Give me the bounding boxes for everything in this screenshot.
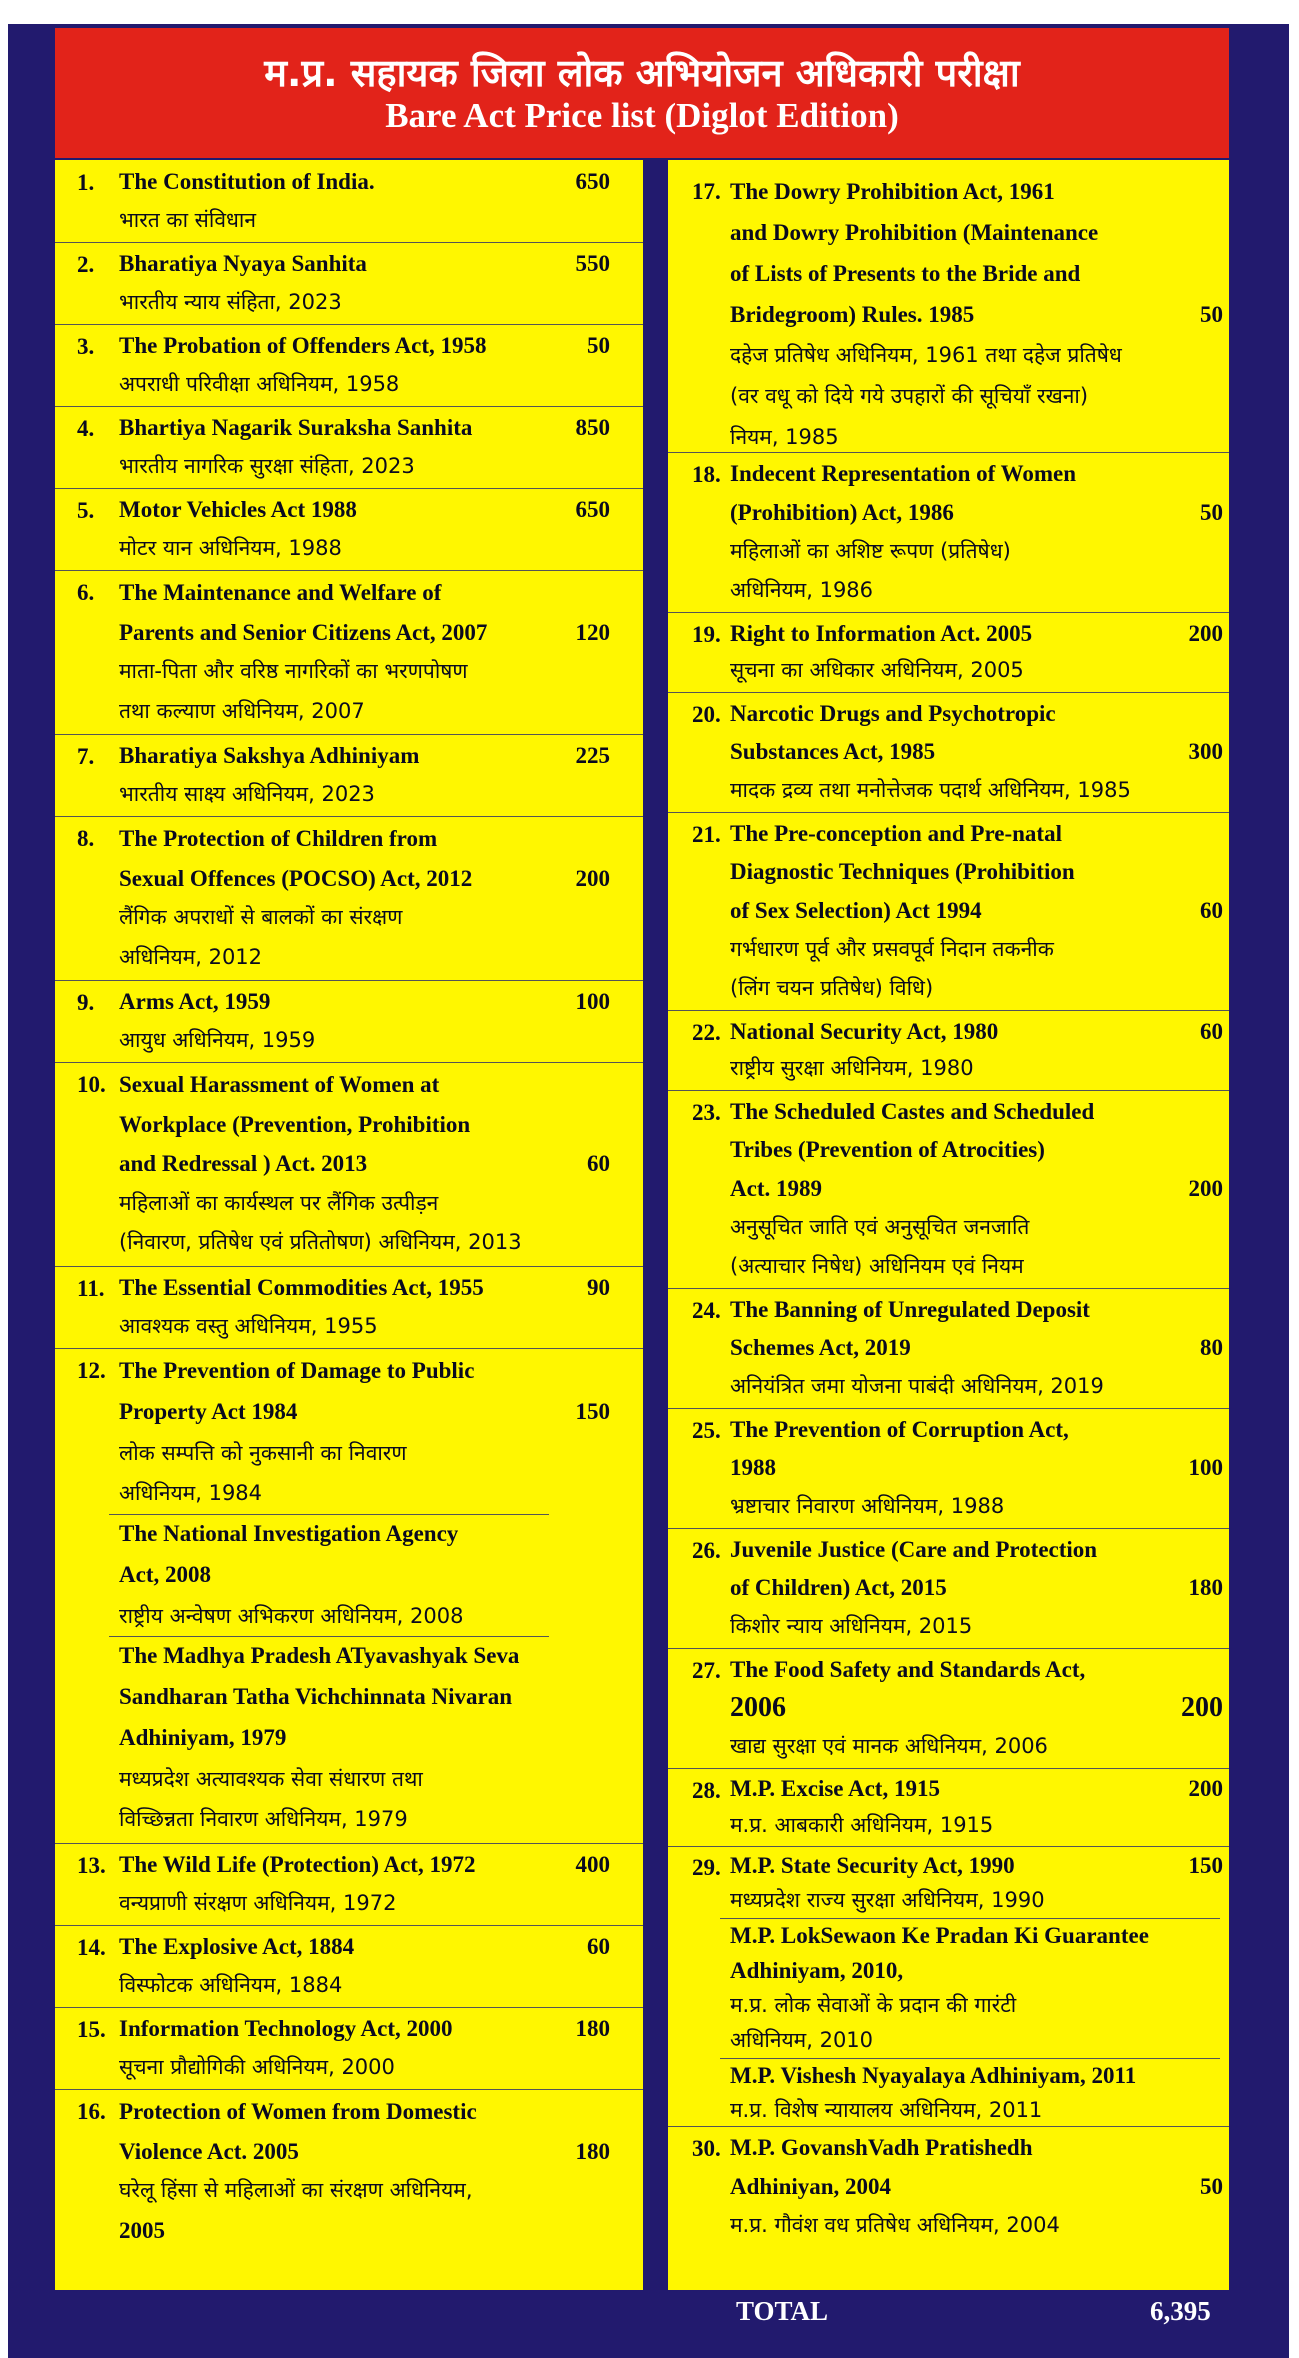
item-price: 225 (575, 743, 610, 768)
act-title-english: 1988 (730, 1455, 776, 1480)
item-number: 3. (77, 334, 95, 359)
item-price: 60 (1200, 1019, 1223, 1044)
act-title-hindi: घरेलू हिंसा से महिलाओं का संरक्षण अधिनियम, (119, 2178, 473, 2202)
act-title-hindi: सूचना का अधिकार अधिनियम, 2005 (730, 658, 1024, 682)
item-price: 850 (575, 415, 610, 440)
item-price: 180 (575, 2016, 610, 2041)
act-title-english: Adhiniyan, 2004 (730, 2173, 892, 2199)
act-title-english: Right to Information Act. 2005 (730, 621, 1033, 646)
item-number: 18. (692, 462, 721, 487)
act-title-english: (Prohibition) Act, 1986 (730, 499, 954, 525)
item-number: 19. (692, 622, 721, 647)
right-column (668, 160, 1229, 2290)
act-title-hindi: अधिनियम, 2012 (119, 944, 263, 969)
act-title-hindi: भारतीय साक्ष्य अधिनियम, 2023 (119, 782, 375, 806)
act-item (55, 570, 643, 735)
item-number: 20. (692, 702, 721, 727)
item-price: 200 (1188, 1776, 1223, 1801)
item-price: 180 (1188, 1575, 1223, 1600)
act-item (55, 816, 643, 981)
act-title-english: Parents and Senior Citizens Act, 2007 (119, 619, 488, 645)
act-item (668, 160, 1229, 453)
act-item (668, 452, 1229, 613)
act-title-hindi: तथा कल्याण अधिनियम, 2007 (119, 698, 365, 723)
sub-divider (720, 2058, 1220, 2059)
act-title-hindi: म.प्र. गौवंश वध प्रतिषेध अधिनियम, 2004 (730, 2213, 1060, 2238)
total-label: TOTAL (736, 2296, 829, 2326)
act-item (55, 160, 643, 243)
act-title-english: The Prevention of Corruption Act, (730, 1417, 1069, 1442)
act-title-english: Sexual Offences (POCSO) Act, 2012 (119, 865, 473, 891)
act-title-english: of Lists of Presents to the Bride and (730, 260, 1081, 286)
act-title-hindi: नियम, 1985 (730, 425, 839, 450)
item-price: 80 (1200, 1335, 1223, 1360)
act-title-english: Bharatiya Nyaya Sanhita (119, 251, 367, 276)
act-item (668, 1090, 1229, 1289)
item-price: 60 (587, 1934, 610, 1959)
header-banner (55, 28, 1229, 158)
act-title-english: Workplace (Prevention, Prohibition (119, 1111, 471, 1137)
act-title-english: Juvenile Justice (Care and Protection (730, 1537, 1098, 1562)
act-title-hindi: अधिनियम, 1984 (119, 1481, 263, 1506)
act-title-english: Bridegroom) Rules. 1985 (730, 301, 975, 327)
act-title-english: The Pre-conception and Pre-natal (730, 821, 1062, 846)
act-title-english: Schemes Act, 2019 (730, 1335, 911, 1360)
item-number: 24. (692, 1298, 721, 1323)
act-title-english: Protection of Women from Domestic (119, 2099, 477, 2124)
act-title-english: The Explosive Act, 1884 (119, 1934, 355, 1959)
item-number: 17. (692, 179, 721, 204)
item-number: 8. (77, 826, 95, 851)
act-item (668, 1768, 1229, 1847)
item-price: 150 (1188, 1853, 1223, 1878)
item-price: 200 (1181, 1692, 1223, 1723)
item-price: 50 (1200, 499, 1223, 525)
act-title-english: of Sex Selection) Act 1994 (730, 897, 982, 923)
act-item (668, 1528, 1229, 1649)
item-number: 11. (77, 1276, 105, 1301)
act-title-english: Bhartiya Nagarik Suraksha Sanhita (119, 415, 473, 440)
act-title-hindi: म.प्र. आबकारी अधिनियम, 1915 (730, 1813, 994, 1837)
act-title-english: The Food Safety and Standards Act, (730, 1657, 1086, 1682)
act-title-english: The Probation of Offenders Act, 1958 (119, 333, 487, 358)
item-number: 21. (692, 822, 721, 847)
item-number: 22. (692, 1020, 721, 1045)
item-price: 100 (1188, 1455, 1223, 1480)
act-item (55, 1843, 643, 1926)
act-title-hindi: (लिंग चयन प्रतिषेध) विधि) (730, 975, 934, 1000)
item-price: 100 (575, 989, 610, 1014)
act-item (55, 734, 643, 817)
act-title-english: The National Investigation Agency (119, 1521, 459, 1546)
act-title-english: Act. 1989 (730, 1175, 822, 1201)
act-title-english: 2006 (730, 1692, 786, 1723)
act-title-english: Sexual Harassment of Women at (119, 1072, 440, 1097)
item-number: 10. (77, 1072, 106, 1097)
item-number: 25. (692, 1418, 721, 1443)
act-title-hindi: महिलाओं का अशिष्ट रूपण (प्रतिषेध) (730, 539, 1011, 563)
act-title-english: Motor Vehicles Act 1988 (119, 497, 357, 522)
sub-divider (109, 1636, 549, 1637)
act-item (55, 406, 643, 489)
item-number: 29. (692, 1855, 721, 1880)
act-title-hindi: महिलाओं का कार्यस्थल पर लैंगिक उत्पीड़न (119, 1190, 439, 1215)
act-title-hindi: मध्यप्रदेश अत्यावश्यक सेवा संधारण तथा (119, 1766, 423, 1791)
act-item (668, 692, 1229, 813)
item-price: 50 (587, 333, 610, 358)
act-title-english: Arms Act, 1959 (119, 989, 271, 1014)
item-price: 120 (575, 619, 610, 645)
act-title-hindi: अधिनियम, 2010 (730, 2028, 874, 2052)
act-title-hindi: लोक सम्पत्ति को नुकसानी का निवारण (119, 1440, 407, 1465)
act-title-english: M.P. Excise Act, 1915 (730, 1776, 940, 1801)
item-price: 60 (1200, 897, 1223, 923)
item-price: 400 (575, 1852, 610, 1877)
act-title-hindi: राष्ट्रीय सुरक्षा अधिनियम, 1980 (730, 1056, 974, 1080)
item-number: 27. (692, 1658, 721, 1683)
act-title-english: Adhiniyam, 2010, (730, 1958, 904, 1983)
act-title-hindi: भारतीय न्याय संहिता, 2023 (119, 290, 342, 314)
item-price: 200 (1188, 621, 1223, 646)
act-title-english: 2005 (119, 2217, 165, 2243)
item-number: 23. (692, 1100, 721, 1125)
act-item (668, 1288, 1229, 1409)
act-title-english: The Essential Commodities Act, 1955 (119, 1275, 484, 1300)
act-title-hindi: (निवारण, प्रतिषेध एवं प्रतितोषण) अधिनियम, 2013 (119, 1230, 522, 1255)
act-title-english: and Redressal ) Act. 2013 (119, 1151, 368, 1177)
act-title-hindi: आवश्यक वस्तु अधिनियम, 1955 (119, 1314, 378, 1338)
act-title-hindi: अनुसूचित जाति एवं अनुसूचित जनजाति (730, 1215, 1030, 1240)
item-price: 180 (575, 2138, 610, 2164)
act-item (668, 612, 1229, 693)
act-title-hindi: सूचना प्रौद्योगिकी अधिनियम, 2000 (119, 2055, 395, 2079)
act-item (55, 1925, 643, 2008)
act-title-hindi: म.प्र. विशेष न्यायालय अधिनियम, 2011 (730, 2098, 1043, 2122)
act-title-english: The Protection of Children from (119, 826, 438, 851)
item-number: 13. (77, 1853, 106, 1878)
act-title-english: The Madhya Pradesh ATyavashyak Seva (119, 1643, 520, 1669)
item-number: 1. (77, 170, 95, 195)
item-number: 2. (77, 252, 95, 277)
act-item (55, 2007, 643, 2090)
act-title-hindi: वन्यप्राणी संरक्षण अधिनियम, 1972 (119, 1891, 397, 1915)
item-price: 50 (1200, 301, 1223, 327)
act-title-english: Diagnostic Techniques (Prohibition (730, 859, 1075, 885)
act-title-english: Adhiniyam, 1979 (119, 1724, 287, 1750)
act-title-hindi: माता-पिता और वरिष्ठ नागरिकों का भरणपोषण (119, 659, 468, 683)
act-title-hindi: मादक द्रव्य तथा मनोत्तेजक पदार्थ अधिनियम, 1985 (730, 778, 1131, 802)
title-hindi: म.प्र. सहायक जिला लोक अभियोजन अधिकारी परीक्षा (264, 51, 1020, 95)
act-title-english: Indecent Representation of Women (730, 461, 1077, 486)
act-title-hindi: विस्फोटक अधिनियम, 1884 (119, 1973, 343, 1997)
act-title-english: and Dowry Prohibition (Maintenance (730, 219, 1099, 245)
act-item (55, 242, 643, 325)
act-title-hindi: भारतीय नागरिक सुरक्षा संहिता, 2023 (119, 454, 415, 478)
act-title-hindi: मोटर यान अधिनियम, 1988 (119, 536, 342, 560)
item-number: 26. (692, 1538, 721, 1563)
act-title-english: Bharatiya Sakshya Adhiniyam (119, 743, 420, 768)
act-title-hindi: आयुध अधिनियम, 1959 (119, 1028, 316, 1052)
act-item (55, 1266, 643, 1349)
act-title-hindi: भारत का संविधान (119, 208, 256, 232)
item-number: 30. (692, 2136, 721, 2161)
act-title-english: Act, 2008 (119, 1561, 211, 1587)
act-item (668, 1648, 1229, 1769)
act-item (55, 980, 643, 1063)
act-title-hindi: अपराधी परिवीक्षा अधिनियम, 1958 (119, 372, 400, 396)
item-number: 28. (692, 1778, 721, 1803)
act-title-hindi: दहेज प्रतिषेध अधिनियम, 1961 तथा दहेज प्रतिषेध (730, 343, 1122, 368)
act-title-hindi: अनियंत्रित जमा योजना पाबंदी अधिनियम, 2019 (730, 1374, 1104, 1398)
item-number: 6. (77, 580, 95, 605)
act-title-english: M.P. LokSewaon Ke Pradan Ki Guarantee (730, 1923, 1149, 1948)
act-item (668, 1408, 1229, 1529)
item-price: 200 (1188, 1175, 1223, 1201)
item-price: 90 (587, 1275, 610, 1300)
act-title-english: Violence Act. 2005 (119, 2138, 299, 2164)
act-item (668, 2126, 1229, 2248)
act-item (55, 1062, 643, 1267)
act-title-english: Information Technology Act, 2000 (119, 2016, 453, 2041)
item-number: 4. (77, 416, 95, 441)
item-number: 9. (77, 990, 95, 1015)
act-title-english: The Prevention of Damage to Public (119, 1358, 475, 1383)
act-title-english: The Maintenance and Welfare of (119, 580, 442, 605)
act-title-hindi: किशोर न्याय अधिनियम, 2015 (730, 1614, 973, 1638)
act-title-english: The Constitution of India. (119, 169, 375, 194)
act-title-english: Sandharan Tatha Vichchinnata Nivaran (119, 1684, 513, 1709)
act-title-hindi: अधिनियम, 1986 (730, 577, 874, 602)
item-price: 300 (1188, 739, 1223, 764)
act-title-english: The Scheduled Castes and Scheduled (730, 1099, 1095, 1124)
act-title-hindi: विच्छिन्नता निवारण अधिनियम, 1979 (119, 1807, 408, 1832)
act-title-english: Narcotic Drugs and Psychotropic (730, 701, 1056, 726)
act-title-hindi: राष्ट्रीय अन्वेषण अभिकरण अधिनियम, 2008 (119, 1603, 464, 1628)
act-item (668, 1010, 1229, 1091)
act-title-hindi: (अत्याचार निषेध) अधिनियम एवं नियम (730, 1253, 1024, 1278)
item-number: 7. (77, 744, 95, 769)
sub-divider (109, 1514, 549, 1515)
act-item (55, 1348, 643, 1844)
act-title-hindi: मध्यप्रदेश राज्य सुरक्षा अधिनियम, 1990 (730, 1888, 1045, 1912)
item-price: 650 (575, 169, 610, 194)
act-title-hindi: खाद्य सुरक्षा एवं मानक अधिनियम, 2006 (730, 1734, 1048, 1758)
item-number: 5. (77, 498, 95, 523)
act-title-english: Substances Act, 1985 (730, 739, 936, 764)
act-title-english: M.P. Vishesh Nyayalaya Adhiniyam, 2011 (730, 2063, 1137, 2088)
left-column (55, 160, 643, 2290)
item-number: 15. (77, 2017, 106, 2042)
act-title-english: The Dowry Prohibition Act, 1961 (730, 179, 1055, 204)
act-title-hindi: म.प्र. लोक सेवाओं के प्रदान की गारंटी (730, 1993, 1017, 2017)
act-item (55, 324, 643, 407)
act-title-hindi: गर्भधारण पूर्व और प्रसवपूर्व निदान तकनीक (730, 937, 1054, 962)
act-title-english: The Wild Life (Protection) Act, 1972 (119, 1852, 476, 1877)
act-title-english: of Children) Act, 2015 (730, 1575, 947, 1600)
item-number: 12. (77, 1358, 106, 1383)
item-price: 650 (575, 497, 610, 522)
title-english: Bare Act Price list (Diglot Edition) (385, 96, 899, 135)
item-price: 150 (575, 1398, 610, 1424)
act-title-hindi: लैंगिक अपराधों से बालकों का संरक्षण (119, 905, 403, 929)
act-title-english: M.P. GovanshVadh Pratishedh (730, 2135, 1033, 2160)
act-item (668, 1846, 1229, 2127)
act-item (55, 2089, 643, 2253)
item-price: 50 (1200, 2173, 1223, 2199)
item-number: 14. (77, 1935, 106, 1960)
act-title-english: Tribes (Prevention of Atrocities) (730, 1137, 1045, 1163)
act-item (55, 488, 643, 571)
act-title-english: Property Act 1984 (119, 1398, 298, 1424)
act-title-english: M.P. State Security Act, 1990 (730, 1853, 1015, 1878)
act-title-english: National Security Act, 1980 (730, 1019, 999, 1044)
act-title-english: The Banning of Unregulated Deposit (730, 1297, 1090, 1322)
item-price: 200 (575, 865, 610, 891)
item-price: 550 (575, 251, 610, 276)
item-price: 60 (587, 1151, 610, 1177)
item-number: 16. (77, 2099, 106, 2124)
act-item (668, 812, 1229, 1011)
act-title-hindi: (वर वधू को दिये गये उपहारों की सूचियाँ रखना) (730, 384, 1089, 409)
sub-divider (720, 1918, 1220, 1919)
total-value: 6,395 (1150, 2296, 1211, 2326)
act-title-hindi: भ्रष्टाचार निवारण अधिनियम, 1988 (730, 1494, 1005, 1518)
